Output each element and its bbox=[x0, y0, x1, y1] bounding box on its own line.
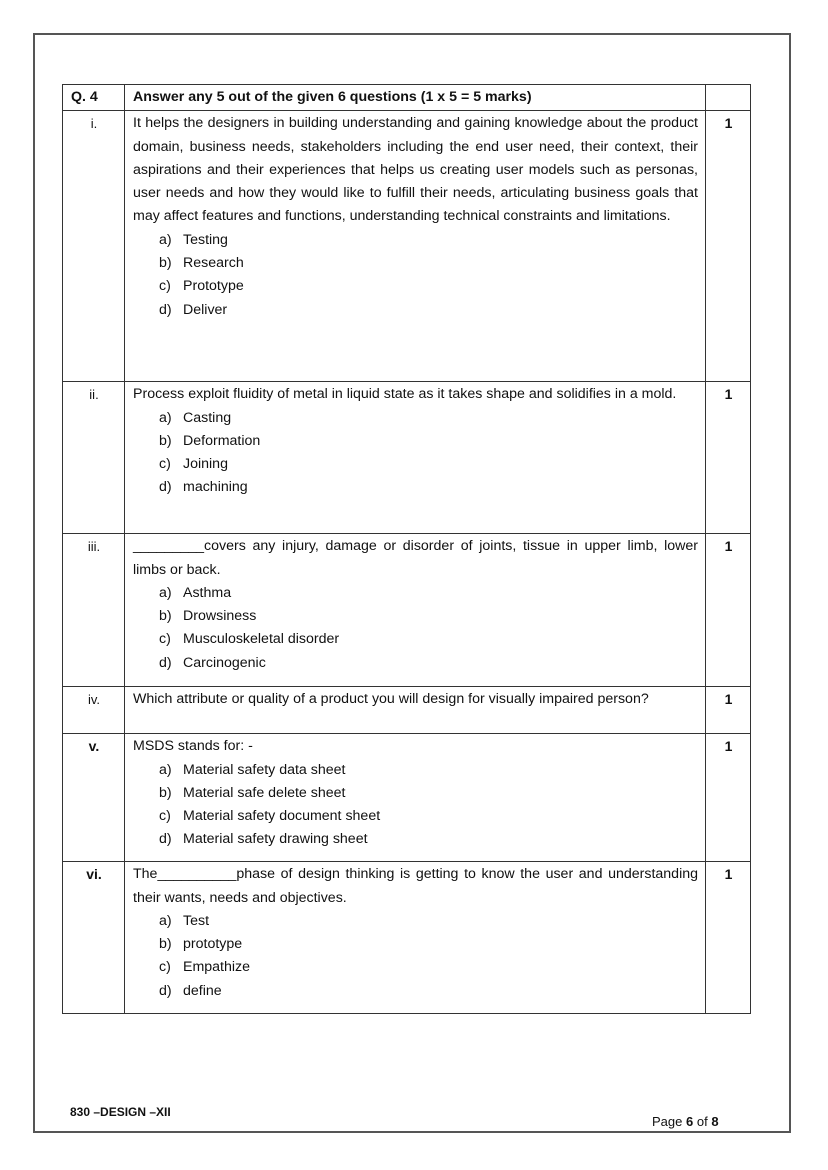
question-table bbox=[62, 84, 751, 1014]
option-text: Drowsiness bbox=[183, 608, 257, 625]
option-label: c) bbox=[159, 959, 171, 976]
page-current: 6 bbox=[686, 1114, 694, 1129]
page-total: 8 bbox=[711, 1114, 719, 1129]
option-label: c) bbox=[159, 456, 171, 473]
page-prefix: Page bbox=[652, 1114, 683, 1129]
question-cell bbox=[125, 687, 706, 734]
question-number: v. bbox=[63, 734, 125, 862]
question-cell bbox=[125, 111, 706, 382]
question-cell bbox=[125, 534, 706, 687]
option-item bbox=[159, 980, 698, 1003]
option-text: Musculoskeletal disorder bbox=[183, 631, 340, 648]
option-text: machining bbox=[183, 479, 248, 496]
option-label: c) bbox=[159, 278, 171, 295]
option-item bbox=[159, 407, 698, 430]
question-row bbox=[63, 862, 751, 1014]
option-text: prototype bbox=[183, 936, 243, 953]
option-item bbox=[159, 229, 698, 252]
option-text: Empathize bbox=[183, 959, 251, 976]
option-item bbox=[159, 805, 698, 828]
option-label: a) bbox=[159, 409, 172, 426]
option-item bbox=[159, 299, 698, 322]
option-item bbox=[159, 252, 698, 275]
option-label: d) bbox=[159, 654, 172, 671]
option-item bbox=[159, 453, 698, 476]
question-text: Process exploit fluidity of metal in liquid state as it takes shape and solidifies in a mold. bbox=[133, 386, 677, 403]
option-text: Deliver bbox=[183, 301, 228, 318]
option-label: b) bbox=[159, 784, 172, 801]
option-label: a) bbox=[159, 584, 172, 601]
option-list bbox=[133, 229, 698, 322]
question-cell bbox=[125, 734, 706, 862]
marks-value: 1 bbox=[706, 382, 751, 534]
option-text: Test bbox=[183, 912, 210, 929]
option-label: a) bbox=[159, 761, 172, 778]
question-number-label: Q. 4 bbox=[63, 85, 125, 111]
question-cell bbox=[125, 382, 706, 534]
option-label: d) bbox=[159, 479, 172, 496]
option-item bbox=[159, 476, 698, 499]
subject-code: 830 –DESIGN –XII bbox=[70, 1105, 171, 1119]
table-header-row bbox=[63, 85, 751, 111]
marks-value: 1 bbox=[706, 687, 751, 734]
option-label: b) bbox=[159, 936, 172, 953]
option-list bbox=[133, 759, 698, 852]
option-text: Deformation bbox=[183, 432, 261, 449]
option-item bbox=[159, 782, 698, 805]
option-item bbox=[159, 933, 698, 956]
option-text: Joining bbox=[183, 456, 228, 473]
option-text: Material safety document sheet bbox=[183, 808, 381, 825]
option-label: d) bbox=[159, 831, 172, 848]
option-label: c) bbox=[159, 808, 171, 825]
option-text: Research bbox=[183, 255, 244, 272]
option-text: Carcinogenic bbox=[183, 654, 266, 671]
option-text: define bbox=[183, 982, 222, 999]
marks-value: 1 bbox=[706, 111, 751, 382]
option-label: d) bbox=[159, 982, 172, 999]
question-text: The__________phase of design thinking is getting to know the user and understanding their wants, needs and objectives. bbox=[133, 866, 698, 906]
option-item bbox=[159, 828, 698, 851]
option-text: Asthma bbox=[183, 584, 232, 601]
question-number: ii. bbox=[63, 382, 125, 534]
question-text: MSDS stands for: - bbox=[133, 738, 253, 755]
question-text: Which attribute or quality of a product you will design for visually impaired person? bbox=[133, 691, 649, 708]
option-list bbox=[133, 910, 698, 1003]
question-number: iii. bbox=[63, 534, 125, 687]
option-item bbox=[159, 910, 698, 933]
option-item bbox=[159, 430, 698, 453]
option-item bbox=[159, 956, 698, 979]
option-list bbox=[133, 582, 698, 675]
question-row bbox=[63, 382, 751, 534]
option-item bbox=[159, 759, 698, 782]
option-item bbox=[159, 628, 698, 651]
question-number: i. bbox=[63, 111, 125, 382]
question-text: It helps the designers in building understanding and gaining knowledge about the product domain, business needs, stakeholders including the end user need, their context, their aspirations and their experiences that helps us creating user models such as personas, user needs and how they would like to fulfill their needs, articulating business goals that may affect features and functions, understanding technical constraints and limitations. bbox=[133, 115, 698, 225]
option-text: Material safety data sheet bbox=[183, 761, 346, 778]
instruction-text: Answer any 5 out of the given 6 questions (1 x 5 = 5 marks) bbox=[125, 85, 706, 111]
option-text: Testing bbox=[183, 231, 228, 248]
option-text: Material safety drawing sheet bbox=[183, 831, 368, 848]
option-label: b) bbox=[159, 608, 172, 625]
question-row bbox=[63, 534, 751, 687]
marks-value: 1 bbox=[706, 862, 751, 1014]
option-label: b) bbox=[159, 255, 172, 272]
question-row bbox=[63, 111, 751, 382]
marks-header-cell bbox=[706, 85, 751, 111]
marks-value: 1 bbox=[706, 734, 751, 862]
option-item bbox=[159, 275, 698, 298]
question-row bbox=[63, 734, 751, 862]
option-text: Material safe delete sheet bbox=[183, 784, 346, 801]
question-cell bbox=[125, 862, 706, 1014]
question-number: vi. bbox=[63, 862, 125, 1014]
option-text: Prototype bbox=[183, 278, 244, 295]
marks-value: 1 bbox=[706, 534, 751, 687]
option-item bbox=[159, 582, 698, 605]
option-item bbox=[159, 652, 698, 675]
option-list bbox=[133, 407, 698, 500]
option-text: Casting bbox=[183, 409, 232, 426]
option-label: c) bbox=[159, 631, 171, 648]
question-row bbox=[63, 687, 751, 734]
page-number bbox=[652, 1114, 719, 1129]
question-text: _________covers any injury, damage or disorder of joints, tissue in upper limb, lower limbs or back. bbox=[133, 538, 698, 578]
option-label: a) bbox=[159, 912, 172, 929]
page-of: of bbox=[696, 1114, 708, 1129]
option-label: b) bbox=[159, 432, 172, 449]
option-item bbox=[159, 605, 698, 628]
question-number: iv. bbox=[63, 687, 125, 734]
option-label: d) bbox=[159, 301, 172, 318]
option-label: a) bbox=[159, 231, 172, 248]
